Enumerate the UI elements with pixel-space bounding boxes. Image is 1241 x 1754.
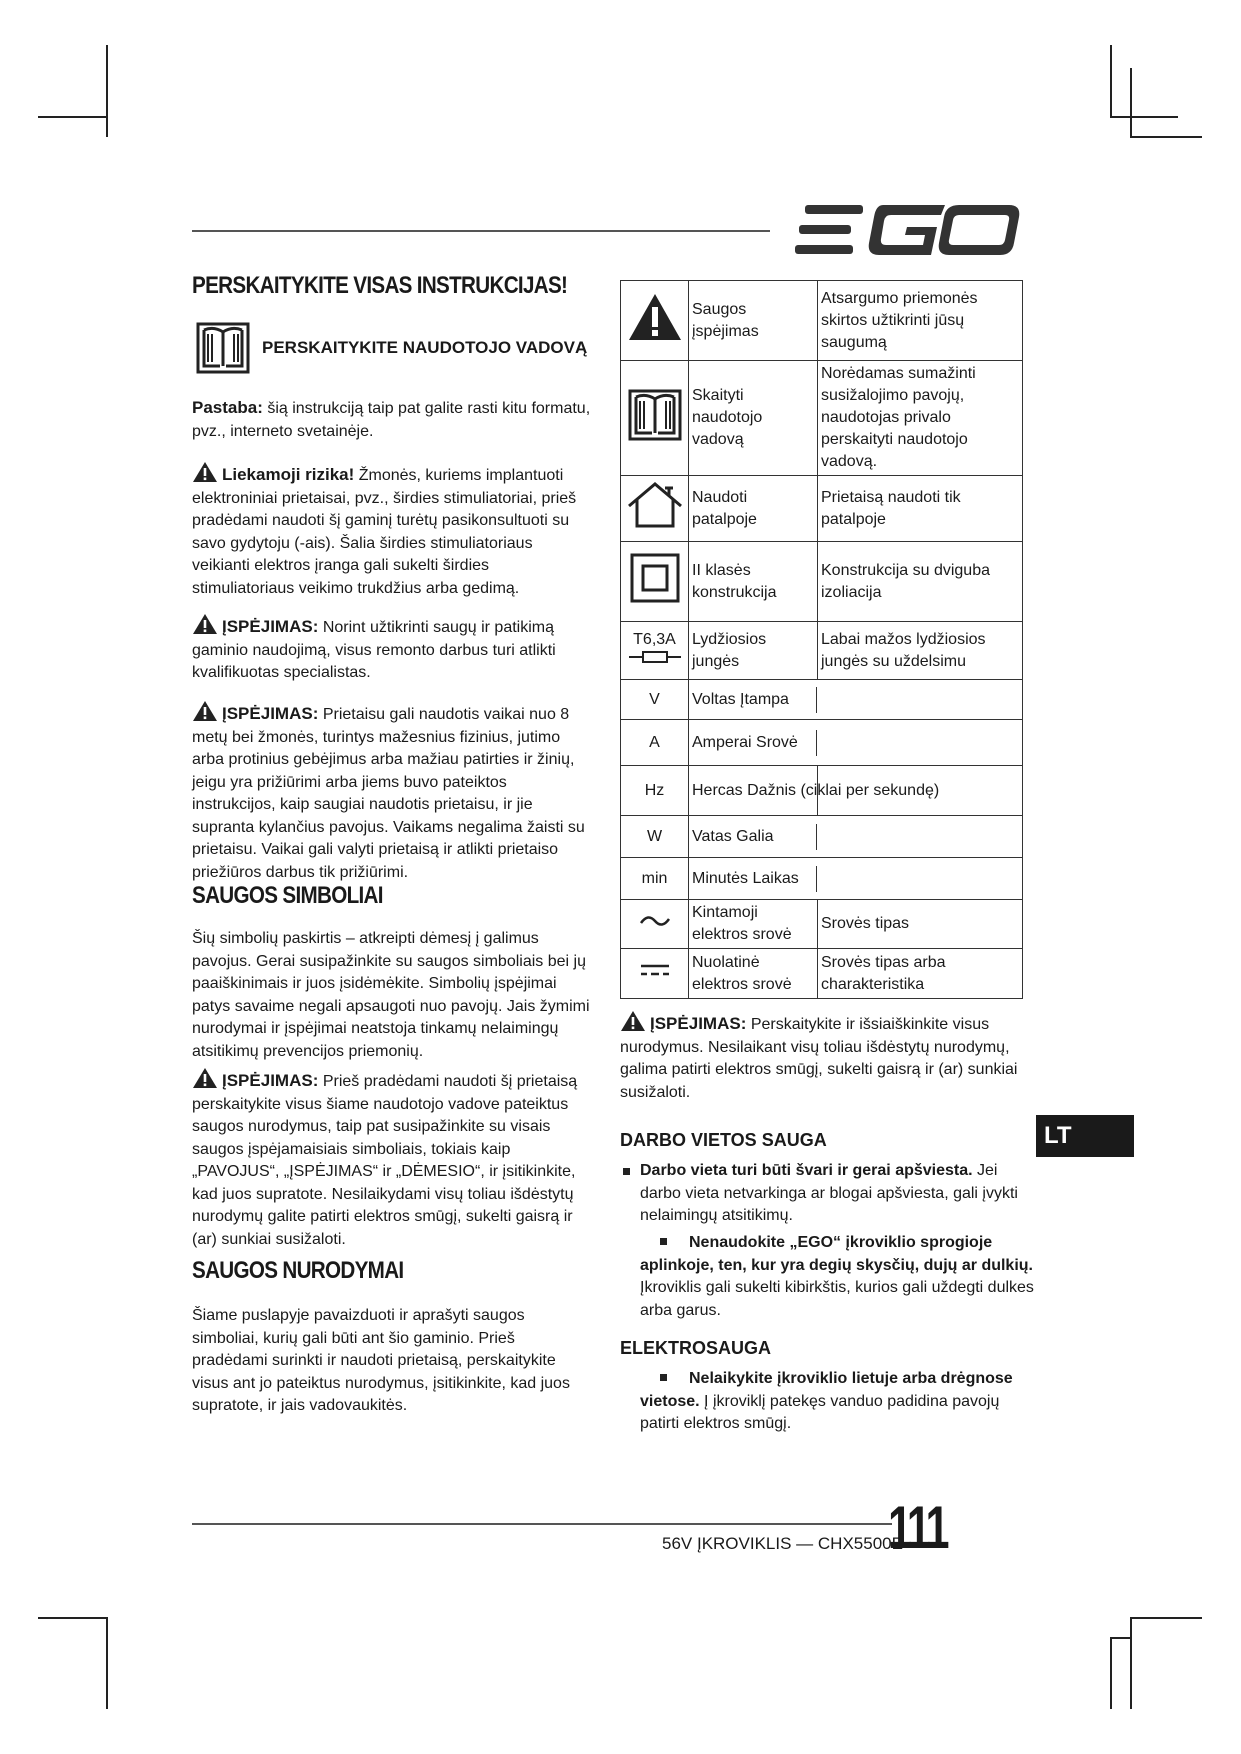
- book-icon: [196, 322, 250, 374]
- table-row: [621, 680, 1023, 720]
- symbol-cell: Hz: [621, 766, 689, 816]
- symbol-cell: W: [621, 816, 689, 858]
- symbol-name: Skaityti naudotojo vadovą: [689, 361, 818, 476]
- symbol-meaning: Atsargumo priemonės skirtos užtikrinti jūsų saugumą: [818, 281, 1023, 361]
- symbol-name: [689, 766, 1023, 816]
- symbols-paragraph: [192, 928, 594, 1063]
- note-paragraph: [192, 397, 594, 443]
- table-row: [621, 361, 1023, 476]
- book-icon: [627, 389, 683, 441]
- fuse-rating: T6,3A: [633, 630, 676, 648]
- table-row: [621, 766, 1023, 816]
- symbol-name: Kintamoji elektros srovė: [689, 900, 818, 949]
- elec-item1: [620, 1368, 1040, 1436]
- symbol-name: [689, 680, 1023, 720]
- crop-mark: [106, 1617, 108, 1709]
- symbol-cell: [621, 542, 689, 622]
- heading-electrical-safety: ELEKTROSAUGA: [620, 1338, 772, 1358]
- note-text: šią instrukciją taip pat galite rasti kitu formatu, pvz., interneto svetainėje.: [192, 400, 591, 440]
- heading-safety-symbols: SAUGOS SIMBOLIAI: [192, 882, 383, 909]
- symbol-meaning: [817, 866, 1022, 892]
- work-item2: [620, 1232, 1040, 1322]
- crop-mark: [1110, 45, 1112, 117]
- symbol-cell: [621, 361, 689, 476]
- crop-mark: [1110, 116, 1178, 118]
- heading-work-area-safety: DARBO VIETOS SAUGA: [620, 1130, 827, 1150]
- bullet-square: [660, 1374, 667, 1381]
- table-row: [621, 281, 1023, 361]
- symbol-cell: min: [621, 858, 689, 900]
- warning-triangle-icon: [192, 700, 218, 722]
- double-square-icon: [629, 552, 681, 604]
- symbol-cell: [621, 622, 689, 680]
- electrical-section: [620, 1337, 1040, 1360]
- symbols-text: Šių simbolių paskirtis – atkreipti dėmesį į galimus pavojus. Gerai susipažinkite su saugos simboliais bei jų paaiškinimais ir juos įsidėmėkite. Simbolių įspėjimai patys savaime negali apsaugoti nuo pavojų. Jais žymimi nurodymai ir įspėjimai neatstoja tinkamų nelaimingų atsitikimų prevencijos priemonių.: [192, 930, 590, 1060]
- symbol-cell: [621, 900, 689, 949]
- symbol-meaning: Konstrukcija su dviguba izoliacija: [818, 542, 1023, 622]
- house-icon: [625, 480, 685, 530]
- table-row: [621, 542, 1023, 622]
- elec-item1-text: Į įkroviklį patekęs vanduo padidina pavojų patirti elektros smūgį.: [640, 1392, 1000, 1432]
- symbol-name: Lydžiosios jungės: [689, 622, 818, 680]
- symbol-name-text: Voltas Įtampa: [689, 687, 817, 713]
- left-column: [192, 272, 594, 299]
- symbol-cell: [621, 281, 689, 361]
- ac-icon: [639, 913, 671, 929]
- work-item1-text: Jei darbo vieta netvarkinga ar blogai apšviesta, gali įvykti nelaimingų atsitikimų.: [640, 1162, 1018, 1224]
- warning-triangle-icon: [192, 613, 218, 635]
- work-area-section: [620, 1129, 1040, 1152]
- safety-symbols-table: [620, 280, 1023, 999]
- crop-mark: [1130, 1617, 1132, 1709]
- work-item2-text: Įkroviklis gali sukelti kibirkštis, kurios gali uždegti dulkes arba garus.: [640, 1279, 1034, 1319]
- table-row: [621, 858, 1023, 900]
- symbol-meaning: [817, 687, 1022, 713]
- dc-icon: [639, 962, 671, 978]
- footer-product-name: 56V ĮKROVIKLIS — CHX5500E: [662, 1534, 903, 1553]
- bullet-square: [660, 1238, 667, 1245]
- symbol-name: Nuolatinė elektros srovė: [689, 949, 818, 999]
- symbol-name: [689, 720, 1023, 766]
- right-warning-label: ĮSPĖJIMAS:: [650, 1014, 747, 1033]
- warning2-label: ĮSPĖJIMAS:: [222, 704, 319, 723]
- safety-symbols-section: [192, 882, 594, 909]
- header-rule: [192, 230, 770, 232]
- instructions-text: Šiame puslapyje pavaizduoti ir aprašyti saugos simboliai, kurių gali būti ant šio gaminio. Prieš pradėdami surinkti ir naudoti prietaisą, perskaitykite visus ant jo pateiktus nurodymus, įsitikinkite, kad juos supratote, ir jais vadovaukitės.: [192, 1307, 570, 1414]
- symbol-meaning: Prietaisą naudoti tik patalpoje: [818, 476, 1023, 542]
- work-item2-bold: Nenaudokite „EGO“ įkroviklio sprogioje aplinkoje, ten, kur yra degių skysčių, dujų ar dulkių.: [640, 1234, 1033, 1274]
- warning-triangle-icon: [627, 292, 683, 342]
- symbol-name: [689, 816, 1023, 858]
- symbol-name-text: Vatas Galia: [689, 824, 817, 850]
- crop-mark: [1110, 1637, 1112, 1709]
- warning3-paragraph: [192, 1067, 594, 1251]
- read-manual-label: PERSKAITYKITE NAUDOTOJO VADOVĄ: [262, 338, 588, 357]
- crop-mark: [106, 45, 108, 137]
- heading-safety-instructions: SAUGOS NURODYMAI: [192, 1257, 404, 1284]
- warning-triangle-icon: [192, 461, 218, 483]
- warning1-text: Norint užtikrinti saugų ir patikimą gaminio naudojimą, visus remonto darbus turi atlikti kvalifikuotas specialistas.: [192, 619, 556, 681]
- table-row: [621, 900, 1023, 949]
- table-row: [621, 949, 1023, 999]
- fuse-icon: [629, 650, 681, 664]
- crop-mark: [1110, 1637, 1130, 1639]
- symbol-meaning: Srovės tipas: [818, 900, 1023, 949]
- elec-item1-bold: Nelaikykite įkroviklio lietuje arba drėgnose vietose.: [640, 1370, 1013, 1410]
- heading-read-all-instructions: PERSKAITYKITE VISAS INSTRUKCIJAS!: [192, 272, 568, 299]
- safety-instructions-section: [192, 1257, 594, 1284]
- symbol-meaning: Labai mažos lydžiosios jungės su uždelsimu: [818, 622, 1023, 680]
- crop-mark: [1130, 1617, 1202, 1619]
- symbol-name: Saugos įspėjimas: [689, 281, 818, 361]
- residual-risk-label: Liekamoji rizika!: [222, 465, 355, 484]
- symbol-cell: [621, 476, 689, 542]
- symbol-name: [689, 858, 1023, 900]
- language-tab: LT: [1036, 1115, 1134, 1157]
- residual-risk-paragraph: [192, 461, 594, 600]
- warning3-text: Prieš pradėdami naudoti šį prietaisą perskaitykite visus šiame naudotojo vadove pateiktus saugos nurodymus, taip pat susipažinkite su visais saugos įspėjamaisiais simboliais, tokiais kaip „PAVOJUS“, „ĮSPĖJIMAS“ ir „DĖMESIO“, ir įsitikinkite, kad juos supratote. Nesilaikydami visų toliau išdėstytų nurodymų galite patirti elektros smūgį, sukelti gaisrą ir (ar) sunkiai susižaloti.: [192, 1073, 578, 1248]
- symbol-cell: [621, 949, 689, 999]
- warning-triangle-icon: [192, 1067, 218, 1089]
- symbol-meaning: Norėdamas sumažinti susižalojimo pavojų, naudotojas privalo perskaityti naudotojo vadovą.: [818, 361, 1023, 476]
- warning2-paragraph: [192, 700, 594, 884]
- symbol-name-text: Minutės Laikas: [689, 866, 817, 892]
- crop-mark: [1130, 136, 1202, 138]
- table-row: [621, 720, 1023, 766]
- ego-logo: [795, 205, 1020, 257]
- symbol-cell: V: [621, 680, 689, 720]
- table-row: [621, 622, 1023, 680]
- residual-risk-text: Žmonės, kuriems implantuoti elektroniniai prietaisai, pvz., širdies stimuliatoriai, prieš pradėdami naudoti šį gaminį turėtų pasikonsultuoti su savo gydytoju (-ais). Šalia širdies stimuliatoriaus veikianti elektros įranga gali sukelti širdies stimuliatoriaus veikimo trukdžius arba gedimą.: [192, 467, 577, 597]
- crop-mark: [38, 1617, 106, 1619]
- warning-triangle-icon: [620, 1010, 646, 1032]
- symbol-name-text: Amperai Srovė: [689, 730, 817, 756]
- right-warning-paragraph: [620, 1010, 1040, 1104]
- symbol-meaning: Srovės tipas arba charakteristika: [818, 949, 1023, 999]
- warning1-label: ĮSPĖJIMAS:: [222, 617, 319, 636]
- symbol-name-text: Hercas Dažnis (ciklai per sekundę): [692, 781, 940, 799]
- right-warning-text: Perskaitykite ir išsiaiškinkite visus nurodymus. Nesilaikant visų toliau išdėstytų nurodymų, galima patirti elektros smūgį, sukelti gaisrą ir (ar) sunkiai susižaloti.: [620, 1016, 1018, 1101]
- instructions-paragraph: [192, 1305, 594, 1418]
- symbol-name: Naudoti patalpoje: [689, 476, 818, 542]
- symbol-name: II klasės konstrukcija: [689, 542, 818, 622]
- note-label: Pastaba:: [192, 398, 263, 417]
- footer-rule: [192, 1523, 892, 1525]
- warning3-label: ĮSPĖJIMAS:: [222, 1071, 319, 1090]
- warning1-paragraph: [192, 613, 594, 685]
- work-item1: [620, 1160, 1040, 1228]
- table-row: [621, 816, 1023, 858]
- symbol-cell: A: [621, 720, 689, 766]
- symbol-meaning: [817, 824, 1022, 850]
- page-number: 111: [888, 1494, 947, 1561]
- work-item1-bold: Darbo vieta turi būti švari ir gerai apšviesta.: [640, 1162, 973, 1179]
- warning2-text: Prietaisu gali naudotis vaikai nuo 8 metų bei žmonės, turintys mažesnius fizinius, jutimo arba protinius gebėjimus arba mažiau patirties ir žinių, jeigu yra prižiūrimi arba jiems buvo pateiktos instrukcijos, kaip saugiai naudotis prietaisu, ir jie supranta kylančius pavojus. Vaikams negalima žaisti su prietaisu. Vaikai gali valyti prietaisą ir atlikti prietaiso priežiūros darbus tik prižiūrimi.: [192, 706, 585, 881]
- symbol-meaning: [817, 730, 1022, 756]
- table-row: [621, 476, 1023, 542]
- crop-mark: [1130, 68, 1132, 138]
- crop-mark: [38, 116, 106, 118]
